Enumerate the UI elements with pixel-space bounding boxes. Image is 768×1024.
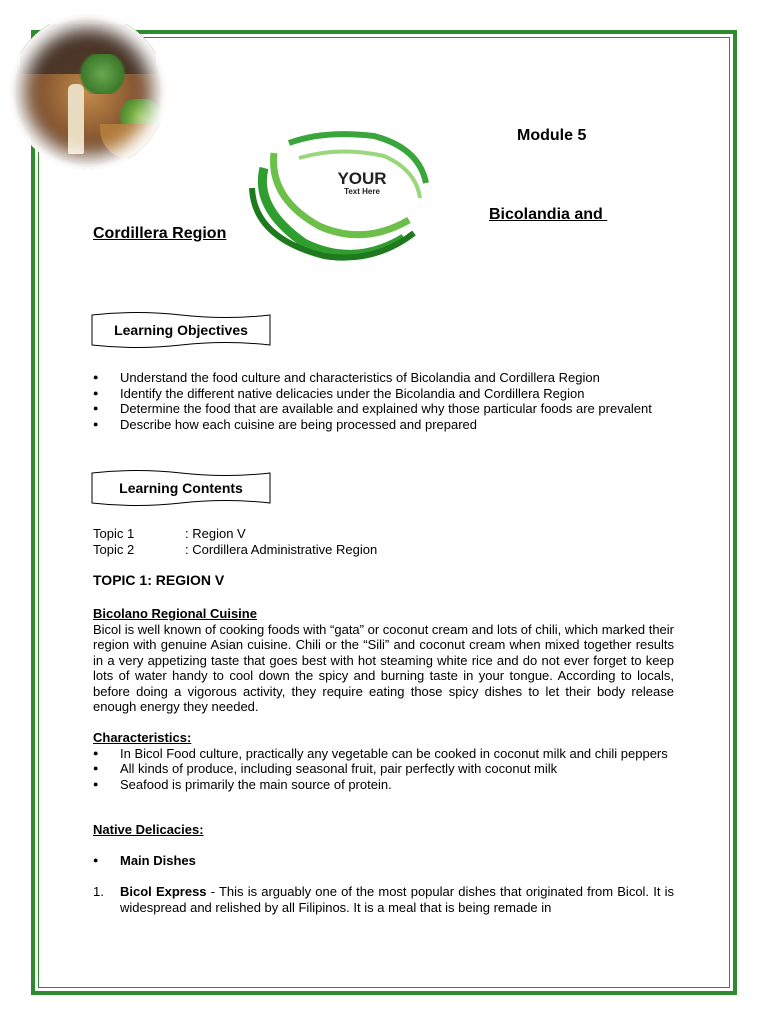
title-part-1: Bicolandia and: [489, 206, 608, 223]
learning-contents-heading: Learning Contents: [119, 480, 243, 496]
topic-list: [93, 526, 674, 557]
list-item: [93, 884, 674, 915]
dish-description: - This is arguably one of the most popular dishes that originated from Bicol. It is widespread and relished by all Filipinos. It is a meal that is being remade in: [120, 884, 674, 915]
dish-number: 1.: [93, 884, 104, 899]
list-item: ● Understand the food culture and characteristics of Bicolandia and Cordillera Region: [93, 370, 674, 386]
logo-text-sub: Text Here: [344, 187, 380, 196]
topic-row: [93, 526, 674, 542]
cuisine-section: [93, 606, 674, 715]
dishes-list: [93, 884, 674, 915]
learning-objectives-list: [93, 370, 674, 432]
cuisine-heading: Bicolano Regional Cuisine: [93, 606, 257, 621]
topic-value: : Cordillera Administrative Region: [185, 541, 378, 557]
list-item: ● Describe how each cuisine are being processed and prepared: [93, 417, 674, 433]
main-dishes-label: ● Main Dishes: [93, 853, 674, 869]
list-item: ● All kinds of produce, including seasonal fruit, pair perfectly with coconut milk: [93, 761, 674, 777]
topic-label: Topic 2: [93, 541, 135, 557]
list-item: ● Determine the food that are available and explained why those particular foods are prevalent: [93, 401, 674, 417]
delicacies-heading: Native Delicacies:: [93, 822, 204, 837]
food-photo: [10, 14, 166, 170]
topic-label: Topic 1: [93, 526, 135, 541]
learning-objectives-banner: [91, 312, 271, 348]
topic1-heading: TOPIC 1: REGION V: [93, 572, 225, 588]
dish-name: Bicol Express: [120, 884, 207, 899]
logo-graphic: [244, 128, 434, 264]
main-dishes-section: [93, 853, 674, 869]
learning-objectives-heading: Learning Objectives: [114, 322, 248, 338]
cuisine-paragraph: Bicol is well known of cooking foods with “gata” or coconut cream and lots of chili, which marked their region with genuine Asian cuisine. Chili or the “Sili” and coconut cream when mixed together results in a very appetizing taste that goes best with hot steaming white rice and do not ever forget to keep lots of water handy to cool down the spicy and burning taste in your tongue. According to locals, before doing a vigorous activity, they require eating those spicy dishes to let their body release enough energy they needed.: [93, 621, 674, 714]
list-item: ● In Bicol Food culture, practically any vegetable can be cooked in coconut milk and chili peppers: [93, 746, 674, 762]
list-item: ● Identify the different native delicacies under the Bicolandia and Cordillera Region: [93, 386, 674, 402]
title-part-2: Cordillera Region: [93, 225, 227, 242]
topic-row: [93, 542, 674, 558]
topic-value: : Region V: [185, 526, 246, 541]
list-item: ● Seafood is primarily the main source of protein.: [93, 777, 674, 793]
logo: [244, 128, 434, 264]
logo-text-main: YOUR: [337, 169, 387, 188]
characteristics-section: [93, 730, 674, 792]
learning-contents-banner: [91, 470, 271, 506]
characteristics-heading: Characteristics:: [93, 730, 192, 745]
module-label: Module 5: [517, 127, 587, 144]
